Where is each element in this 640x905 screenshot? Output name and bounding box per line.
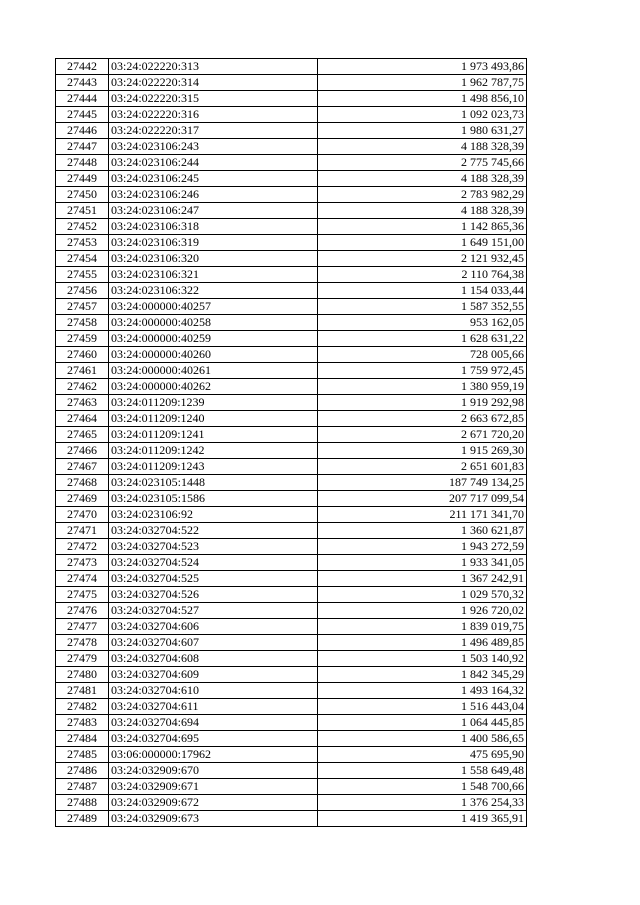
cadastral-number-cell: 03:24:023106:321 <box>109 267 318 283</box>
cadastral-number-cell: 03:24:023106:243 <box>109 139 318 155</box>
row-number-cell: 27462 <box>56 379 109 395</box>
cadastral-value-cell: 728 005,66 <box>318 347 527 363</box>
cadastral-value-cell: 1 367 242,91 <box>318 571 527 587</box>
table-row <box>56 171 527 187</box>
row-number-cell: 27445 <box>56 107 109 123</box>
table-row <box>56 203 527 219</box>
row-number-cell: 27454 <box>56 251 109 267</box>
table-row <box>56 91 527 107</box>
cadastral-value-cell: 1 503 140,92 <box>318 651 527 667</box>
cadastral-value-cell: 1 516 443,04 <box>318 699 527 715</box>
table-row <box>56 299 527 315</box>
table-row <box>56 443 527 459</box>
cadastral-value-cell: 2 121 932,45 <box>318 251 527 267</box>
cadastral-value-cell: 953 162,05 <box>318 315 527 331</box>
cadastral-number-cell: 03:24:011209:1242 <box>109 443 318 459</box>
cadastral-number-cell: 03:24:011209:1241 <box>109 427 318 443</box>
row-number-cell: 27453 <box>56 235 109 251</box>
cadastral-value-cell: 2 671 720,20 <box>318 427 527 443</box>
row-number-cell: 27468 <box>56 475 109 491</box>
cadastral-value-cell: 1 558 649,48 <box>318 763 527 779</box>
row-number-cell: 27459 <box>56 331 109 347</box>
cadastral-number-cell: 03:24:032704:608 <box>109 651 318 667</box>
cadastral-value-cell: 1 498 856,10 <box>318 91 527 107</box>
table-row <box>56 411 527 427</box>
table-row <box>56 379 527 395</box>
cadastral-number-cell: 03:24:023106:244 <box>109 155 318 171</box>
cadastral-number-cell: 03:06:000000:17962 <box>109 747 318 763</box>
cadastral-value-cell: 211 171 341,70 <box>318 507 527 523</box>
table-row <box>56 395 527 411</box>
row-number-cell: 27442 <box>56 59 109 75</box>
cadastral-number-cell: 03:24:032704:611 <box>109 699 318 715</box>
cadastral-number-cell: 03:24:011209:1240 <box>109 411 318 427</box>
cadastral-number-cell: 03:24:032909:670 <box>109 763 318 779</box>
cadastral-number-cell: 03:24:032704:609 <box>109 667 318 683</box>
cadastral-number-cell: 03:24:032909:673 <box>109 811 318 827</box>
table-row <box>56 731 527 747</box>
table-row <box>56 331 527 347</box>
cadastral-number-cell: 03:24:032704:525 <box>109 571 318 587</box>
cadastral-number-cell: 03:24:032704:606 <box>109 619 318 635</box>
cadastral-value-cell: 1 933 341,05 <box>318 555 527 571</box>
row-number-cell: 27458 <box>56 315 109 331</box>
table-row <box>56 251 527 267</box>
cadastral-number-cell: 03:24:023106:318 <box>109 219 318 235</box>
table-row <box>56 667 527 683</box>
table-row <box>56 475 527 491</box>
table-row <box>56 715 527 731</box>
row-number-cell: 27451 <box>56 203 109 219</box>
cadastral-number-cell: 03:24:011209:1243 <box>109 459 318 475</box>
row-number-cell: 27464 <box>56 411 109 427</box>
cadastral-number-cell: 03:24:000000:40257 <box>109 299 318 315</box>
row-number-cell: 27476 <box>56 603 109 619</box>
cadastral-number-cell: 03:24:032704:694 <box>109 715 318 731</box>
cadastral-value-cell: 1 419 365,91 <box>318 811 527 827</box>
table-row <box>56 75 527 91</box>
cadastral-value-cell: 1 380 959,19 <box>318 379 527 395</box>
cadastral-number-cell: 03:24:023106:92 <box>109 507 318 523</box>
table-row <box>56 539 527 555</box>
row-number-cell: 27483 <box>56 715 109 731</box>
cadastral-value-cell: 1 649 151,00 <box>318 235 527 251</box>
table-row <box>56 107 527 123</box>
table-row <box>56 427 527 443</box>
cadastral-number-cell: 03:24:023106:247 <box>109 203 318 219</box>
row-number-cell: 27457 <box>56 299 109 315</box>
table-row <box>56 779 527 795</box>
table-row <box>56 219 527 235</box>
row-number-cell: 27478 <box>56 635 109 651</box>
cadastral-value-cell: 2 651 601,83 <box>318 459 527 475</box>
table-row <box>56 155 527 171</box>
row-number-cell: 27484 <box>56 731 109 747</box>
row-number-cell: 27446 <box>56 123 109 139</box>
row-number-cell: 27474 <box>56 571 109 587</box>
row-number-cell: 27486 <box>56 763 109 779</box>
cadastral-value-cell: 1 919 292,98 <box>318 395 527 411</box>
table-row <box>56 811 527 827</box>
table-row <box>56 795 527 811</box>
table-row <box>56 651 527 667</box>
table-row <box>56 459 527 475</box>
cadastral-value-cell: 1 628 631,22 <box>318 331 527 347</box>
cadastral-number-cell: 03:24:032704:527 <box>109 603 318 619</box>
cadastral-value-cell: 1 064 445,85 <box>318 715 527 731</box>
cadastral-number-cell: 03:24:032909:671 <box>109 779 318 795</box>
cadastral-number-cell: 03:24:000000:40259 <box>109 331 318 347</box>
cadastral-value-cell: 2 110 764,38 <box>318 267 527 283</box>
cadastral-value-cell: 1 029 570,32 <box>318 587 527 603</box>
cadastral-value-cell: 1 400 586,65 <box>318 731 527 747</box>
cadastral-value-cell: 1 943 272,59 <box>318 539 527 555</box>
table-row <box>56 683 527 699</box>
row-number-cell: 27449 <box>56 171 109 187</box>
cadastral-number-cell: 03:24:023106:319 <box>109 235 318 251</box>
cadastral-number-cell: 03:24:000000:40260 <box>109 347 318 363</box>
cadastral-value-cell: 1 496 489,85 <box>318 635 527 651</box>
row-number-cell: 27444 <box>56 91 109 107</box>
cadastral-value-cell: 1 376 254,33 <box>318 795 527 811</box>
row-number-cell: 27473 <box>56 555 109 571</box>
row-number-cell: 27487 <box>56 779 109 795</box>
cadastral-value-cell: 4 188 328,39 <box>318 171 527 187</box>
row-number-cell: 27471 <box>56 523 109 539</box>
cadastral-number-cell: 03:24:022220:317 <box>109 123 318 139</box>
cadastral-value-cell: 1 493 164,32 <box>318 683 527 699</box>
row-number-cell: 27452 <box>56 219 109 235</box>
row-number-cell: 27485 <box>56 747 109 763</box>
table-row <box>56 699 527 715</box>
cadastral-value-cell: 1 839 019,75 <box>318 619 527 635</box>
table-row <box>56 187 527 203</box>
table-row <box>56 571 527 587</box>
cadastral-number-cell: 03:24:032704:522 <box>109 523 318 539</box>
row-number-cell: 27489 <box>56 811 109 827</box>
row-number-cell: 27470 <box>56 507 109 523</box>
row-number-cell: 27450 <box>56 187 109 203</box>
table-row <box>56 587 527 603</box>
row-number-cell: 27467 <box>56 459 109 475</box>
table-row <box>56 139 527 155</box>
cadastral-value-cell: 1 962 787,75 <box>318 75 527 91</box>
table-body <box>56 59 527 827</box>
cadastral-value-cell: 2 783 982,29 <box>318 187 527 203</box>
table-row <box>56 235 527 251</box>
cadastral-number-cell: 03:24:023106:246 <box>109 187 318 203</box>
cadastral-value-cell: 475 695,90 <box>318 747 527 763</box>
row-number-cell: 27480 <box>56 667 109 683</box>
row-number-cell: 27463 <box>56 395 109 411</box>
cadastral-value-cell: 1 587 352,55 <box>318 299 527 315</box>
cadastral-number-cell: 03:24:000000:40261 <box>109 363 318 379</box>
table-row <box>56 763 527 779</box>
cadastral-number-cell: 03:24:032704:610 <box>109 683 318 699</box>
table-row <box>56 347 527 363</box>
cadastral-value-cell: 1 142 865,36 <box>318 219 527 235</box>
row-number-cell: 27475 <box>56 587 109 603</box>
cadastral-number-cell: 03:24:023105:1586 <box>109 491 318 507</box>
row-number-cell: 27460 <box>56 347 109 363</box>
cadastral-value-cell: 4 188 328,39 <box>318 139 527 155</box>
cadastral-number-cell: 03:24:000000:40258 <box>109 315 318 331</box>
cadastral-number-cell: 03:24:032704:526 <box>109 587 318 603</box>
cadastral-number-cell: 03:24:023106:322 <box>109 283 318 299</box>
row-number-cell: 27488 <box>56 795 109 811</box>
cadastral-value-cell: 1 548 700,66 <box>318 779 527 795</box>
row-number-cell: 27465 <box>56 427 109 443</box>
cadastral-number-cell: 03:24:023105:1448 <box>109 475 318 491</box>
row-number-cell: 27479 <box>56 651 109 667</box>
cadastral-number-cell: 03:24:000000:40262 <box>109 379 318 395</box>
row-number-cell: 27447 <box>56 139 109 155</box>
cadastral-value-cell: 1 926 720,02 <box>318 603 527 619</box>
table-row <box>56 523 527 539</box>
row-number-cell: 27448 <box>56 155 109 171</box>
row-number-cell: 27472 <box>56 539 109 555</box>
table-row <box>56 491 527 507</box>
cadastral-value-table <box>55 58 527 827</box>
table-row <box>56 283 527 299</box>
row-number-cell: 27469 <box>56 491 109 507</box>
cadastral-number-cell: 03:24:023106:320 <box>109 251 318 267</box>
table-row <box>56 59 527 75</box>
table-row <box>56 123 527 139</box>
row-number-cell: 27481 <box>56 683 109 699</box>
table-row <box>56 619 527 635</box>
cadastral-number-cell: 03:24:032909:672 <box>109 795 318 811</box>
cadastral-number-cell: 03:24:032704:695 <box>109 731 318 747</box>
cadastral-number-cell: 03:24:022220:316 <box>109 107 318 123</box>
table-row <box>56 507 527 523</box>
cadastral-value-cell: 1 092 023,73 <box>318 107 527 123</box>
cadastral-value-cell: 1 915 269,30 <box>318 443 527 459</box>
cadastral-number-cell: 03:24:023106:245 <box>109 171 318 187</box>
table-row <box>56 267 527 283</box>
table-row <box>56 315 527 331</box>
table-row <box>56 635 527 651</box>
cadastral-number-cell: 03:24:032704:524 <box>109 555 318 571</box>
table-row <box>56 555 527 571</box>
cadastral-value-cell: 2 663 672,85 <box>318 411 527 427</box>
table-row <box>56 363 527 379</box>
cadastral-value-cell: 207 717 099,54 <box>318 491 527 507</box>
cadastral-number-cell: 03:24:022220:314 <box>109 75 318 91</box>
cadastral-value-cell: 1 980 631,27 <box>318 123 527 139</box>
row-number-cell: 27482 <box>56 699 109 715</box>
cadastral-value-cell: 1 759 972,45 <box>318 363 527 379</box>
row-number-cell: 27456 <box>56 283 109 299</box>
cadastral-number-cell: 03:24:011209:1239 <box>109 395 318 411</box>
cadastral-value-cell: 1 973 493,86 <box>318 59 527 75</box>
table-row <box>56 603 527 619</box>
cadastral-number-cell: 03:24:022220:315 <box>109 91 318 107</box>
row-number-cell: 27477 <box>56 619 109 635</box>
table-row <box>56 747 527 763</box>
cadastral-number-cell: 03:24:032704:523 <box>109 539 318 555</box>
cadastral-number-cell: 03:24:022220:313 <box>109 59 318 75</box>
row-number-cell: 27443 <box>56 75 109 91</box>
cadastral-value-cell: 4 188 328,39 <box>318 203 527 219</box>
row-number-cell: 27455 <box>56 267 109 283</box>
cadastral-value-cell: 187 749 134,25 <box>318 475 527 491</box>
cadastral-number-cell: 03:24:032704:607 <box>109 635 318 651</box>
cadastral-value-cell: 1 154 033,44 <box>318 283 527 299</box>
row-number-cell: 27461 <box>56 363 109 379</box>
row-number-cell: 27466 <box>56 443 109 459</box>
cadastral-value-cell: 1 360 621,87 <box>318 523 527 539</box>
cadastral-value-cell: 2 775 745,66 <box>318 155 527 171</box>
cadastral-value-cell: 1 842 345,29 <box>318 667 527 683</box>
